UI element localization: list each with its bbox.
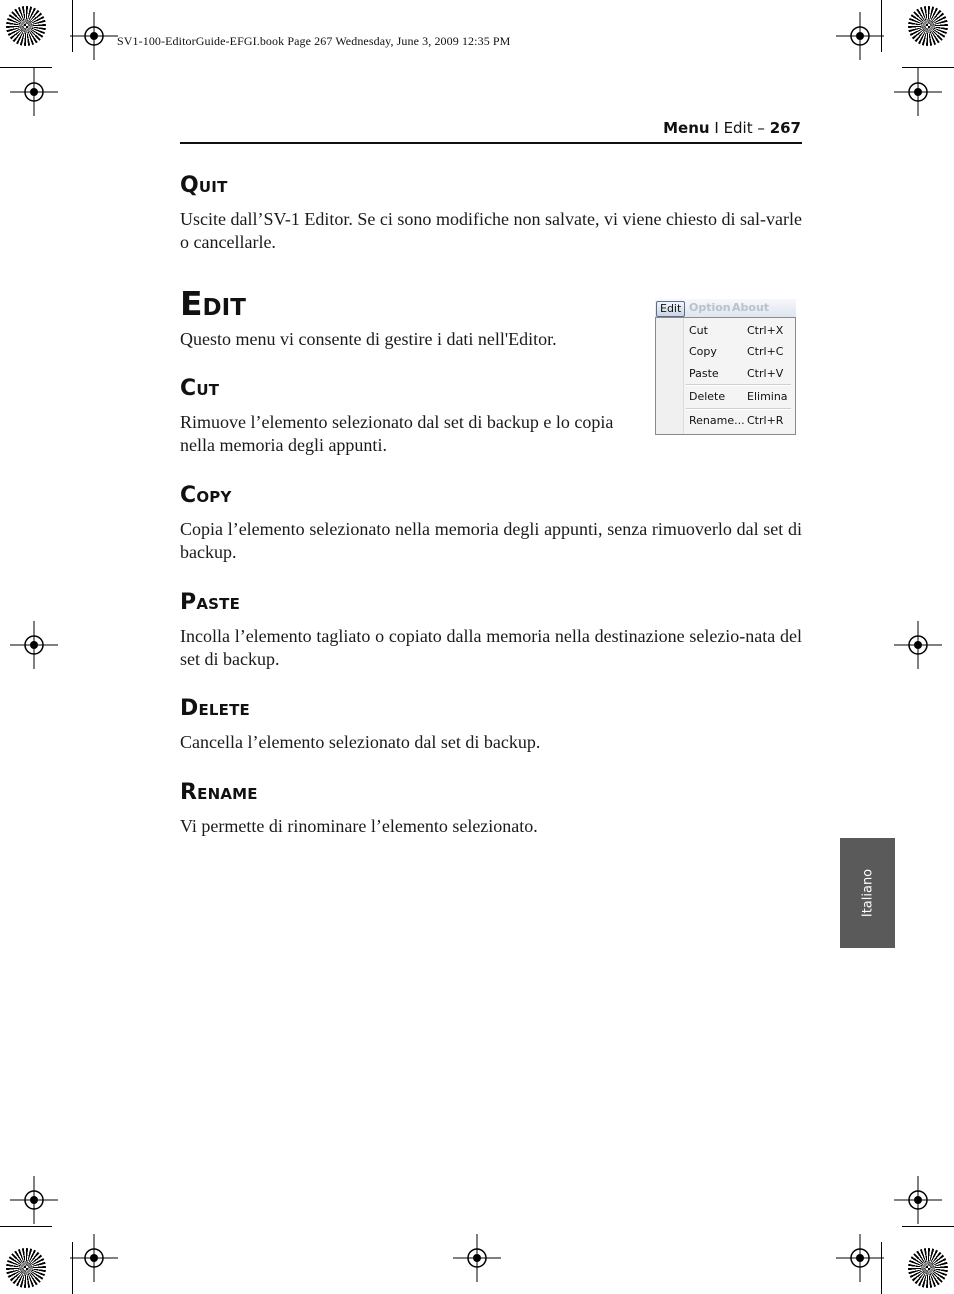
language-side-tab [840, 838, 895, 948]
header-separator: I [714, 119, 719, 137]
menu-bar-option: Option [689, 301, 731, 314]
registration-mark-left-3 [10, 1176, 58, 1224]
shortcut-rename: Ctrl+R [747, 414, 784, 427]
crop-line [0, 1226, 52, 1227]
crop-line [902, 1226, 954, 1227]
menu-item-delete: Delete [689, 390, 726, 403]
side-tab-label: Italiano [860, 868, 875, 918]
starburst-mark-bottom-left [6, 1248, 46, 1288]
header-rule [180, 142, 802, 144]
heading-rename: Rename [180, 780, 258, 805]
paragraph-rename: Vi permette di rinominare l’elemento selezionato. [180, 816, 538, 836]
edit-menu-screenshot [655, 299, 796, 435]
registration-mark-bottom-2 [453, 1234, 501, 1282]
crop-line [881, 0, 882, 52]
registration-mark-top-1 [70, 12, 118, 60]
crop-line [0, 67, 52, 68]
heading-paste: Paste [180, 590, 241, 615]
paragraph-quit: Uscite dall’SV-1 Editor. Se ci sono modifiche non salvate, vi viene chiesto di sal-varle o cancellarle. [180, 209, 802, 252]
crop-line [902, 67, 954, 68]
registration-mark-top-2 [836, 12, 884, 60]
registration-mark-bottom-1 [70, 1234, 118, 1282]
crop-line [72, 0, 73, 52]
menu-item-cut: Cut [689, 324, 708, 337]
registration-mark-right-1 [894, 68, 942, 116]
registration-mark-left-2 [10, 621, 58, 669]
menu-item-rename: Rename... [689, 414, 745, 427]
header-topic: Edit [723, 119, 753, 137]
paragraph-edit: Questo menu vi consente di gestire i dati nell'Editor. [180, 329, 557, 349]
menu-bar-edit: Edit [656, 301, 685, 317]
slug-line: SV1-100-EditorGuide-EFGI.book Page 267 Wednesday, June 3, 2009 12:35 PM [117, 34, 511, 48]
menu-item-copy: Copy [689, 345, 717, 358]
paragraph-delete: Cancella l’elemento selezionato dal set di backup. [180, 732, 541, 752]
menu-icon-gutter [656, 318, 684, 434]
menu-separator [686, 384, 791, 386]
shortcut-delete: Elimina [747, 390, 788, 403]
paragraph-paste: Incolla l’elemento tagliato o copiato dalla memoria nella destinazione selezio-nata del set di backup. [180, 626, 802, 669]
menu-bar [655, 299, 796, 317]
header-section: Menu [663, 119, 710, 137]
registration-mark-right-2 [894, 621, 942, 669]
page-number: 267 [769, 119, 801, 137]
heading-cut: Cut [180, 376, 220, 401]
registration-mark-right-3 [894, 1176, 942, 1224]
registration-mark-bottom-3 [836, 1234, 884, 1282]
paragraph-copy: Copia l’elemento selezionato nella memoria degli appunti, senza rimuoverlo dal set di backup. [180, 519, 802, 562]
running-header [663, 119, 801, 137]
starburst-mark-bottom-right [908, 1248, 948, 1288]
crop-line [881, 1242, 882, 1294]
starburst-mark-top-right [908, 6, 948, 46]
edit-dropdown [655, 317, 796, 435]
menu-bar-about: About [732, 301, 770, 314]
heading-delete: Delete [180, 696, 250, 721]
menu-item-paste: Paste [689, 367, 719, 380]
heading-quit: Quit [180, 173, 228, 198]
starburst-mark-top-left [6, 6, 46, 46]
shortcut-cut: Ctrl+X [747, 324, 784, 337]
shortcut-copy: Ctrl+C [747, 345, 784, 358]
registration-mark-left-1 [10, 68, 58, 116]
paragraph-cut: Rimuove l’elemento selezionato dal set di backup e lo copia nella memoria degli appunti. [180, 412, 614, 455]
shortcut-paste: Ctrl+V [747, 367, 784, 380]
menu-separator [686, 408, 791, 410]
heading-copy: Copy [180, 483, 232, 508]
header-dash: – [757, 119, 765, 137]
heading-edit: Edit [180, 284, 246, 323]
crop-line [72, 1242, 73, 1294]
